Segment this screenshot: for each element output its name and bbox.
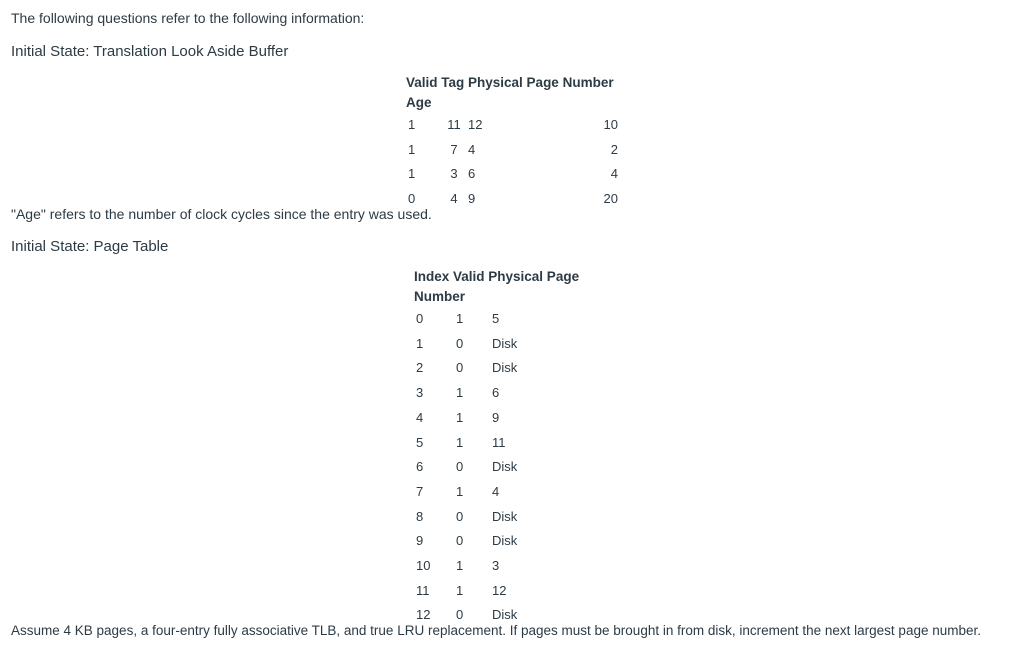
tlb-header-row (406, 73, 618, 113)
page-table-body (414, 307, 632, 628)
table-row (406, 187, 618, 212)
page-table-index-cell: 2 (416, 360, 424, 376)
table-row (414, 579, 632, 604)
page-table-valid-cell: 0 (456, 335, 464, 351)
page-table-valid-cell: 1 (456, 483, 464, 499)
page-table-index-cell: 4 (416, 409, 424, 425)
tlb-valid-cell: 1 (408, 166, 416, 181)
page-table-index-cell: 3 (416, 385, 424, 401)
table-row (414, 505, 632, 530)
page-table-index-cell: 5 (416, 434, 424, 450)
page-table-index-cell: 6 (416, 459, 424, 475)
page-table-ppn-cell: Disk (492, 459, 518, 475)
page-table-index-cell: 1 (416, 335, 424, 351)
table-row (406, 113, 618, 138)
page-table-heading: Initial State: Page Table (11, 238, 169, 255)
page-table-index-cell: 11 (416, 582, 430, 598)
page-table-ppn-cell: Disk (492, 360, 518, 376)
tlb-age-cell: 20 (603, 190, 618, 206)
tlb-age-cell: 2 (610, 141, 618, 157)
tlb-valid-cell: 0 (408, 190, 416, 206)
tlb-tag-cell: 4 (450, 190, 458, 206)
tlb-table (406, 73, 618, 211)
page-table-ppn-cell: 5 (492, 311, 500, 326)
table-row (414, 406, 632, 431)
page-table-valid-cell: 0 (456, 508, 464, 524)
page-table-index-cell: 9 (416, 533, 424, 549)
tlb-tag-cell: 11 (447, 117, 461, 132)
table-row (414, 431, 632, 456)
table-row (414, 529, 632, 554)
page-table-valid-cell: 1 (456, 311, 464, 326)
page-table-valid-cell: 1 (456, 409, 464, 425)
tlb-tag-cell: 7 (450, 141, 458, 157)
page-table-ppn-cell: 11 (492, 434, 506, 450)
page-table-ppn-cell: 3 (492, 558, 500, 574)
table-row (414, 307, 632, 332)
tlb-ppn-cell: 9 (468, 190, 476, 206)
page-table-valid-cell: 0 (456, 360, 464, 376)
table-row (414, 554, 632, 579)
tlb-ppn-cell: 6 (468, 166, 476, 181)
page-table-valid-cell: 1 (456, 558, 464, 574)
age-note: "Age" refers to the number of clock cycles since the entry was used. (11, 206, 432, 222)
tlb-ppn-cell: 4 (468, 141, 476, 157)
table-row (414, 381, 632, 406)
page-table-ppn-cell: 12 (492, 582, 507, 598)
page-table (414, 267, 632, 628)
tlb-valid-cell: 1 (408, 117, 416, 132)
table-row (414, 356, 632, 381)
assumptions-text: Assume 4 KB pages, a four-entry fully associative TLB, and true LRU replacement. If pages must be brought in from disk, increment the next largest page number. (11, 623, 981, 638)
tlb-tag-cell: 3 (450, 166, 458, 181)
table-row (406, 162, 618, 187)
tlb-heading: Initial State: Translation Look Aside Buffer (11, 43, 289, 60)
table-row (414, 480, 632, 505)
page-table-valid-cell: 1 (456, 385, 464, 401)
page-table-valid-cell: 0 (456, 607, 464, 623)
page-table-ppn-cell: 6 (492, 385, 500, 401)
page-table-ppn-cell: 9 (492, 409, 500, 425)
page-table-valid-cell: 0 (456, 459, 464, 475)
page-table-valid-cell: 0 (456, 533, 464, 549)
intro-text: The following questions refer to the following information: (11, 10, 365, 26)
tlb-valid-cell: 1 (408, 141, 416, 157)
page-table-index-cell: 0 (416, 311, 424, 326)
table-row (414, 455, 632, 480)
page-table-index-cell: 10 (416, 558, 431, 574)
tlb-ppn-cell: 12 (468, 117, 483, 132)
page-table-index-cell: 12 (416, 607, 431, 623)
page-table-ppn-cell: Disk (492, 607, 518, 623)
tlb-age-cell: 4 (610, 166, 618, 181)
page-table-ppn-cell: Disk (492, 533, 518, 549)
page-table-index-cell: 7 (416, 483, 424, 499)
page-table-valid-cell: 1 (456, 434, 464, 450)
page-table-ppn-cell: 4 (492, 483, 500, 499)
page-table-index-cell: 8 (416, 508, 424, 524)
page-table-valid-cell: 1 (456, 582, 464, 598)
tlb-age-cell: 10 (603, 117, 618, 132)
page-table-ppn-cell: Disk (492, 335, 518, 351)
page-table-header-row (414, 267, 632, 307)
table-row (406, 138, 618, 163)
table-row (414, 332, 632, 357)
page-table-ppn-cell: Disk (492, 508, 518, 524)
tlb-header: Valid Tag Physical Page Number Age (406, 75, 614, 110)
page-table-header: Index Valid Physical Page Number (414, 269, 580, 304)
